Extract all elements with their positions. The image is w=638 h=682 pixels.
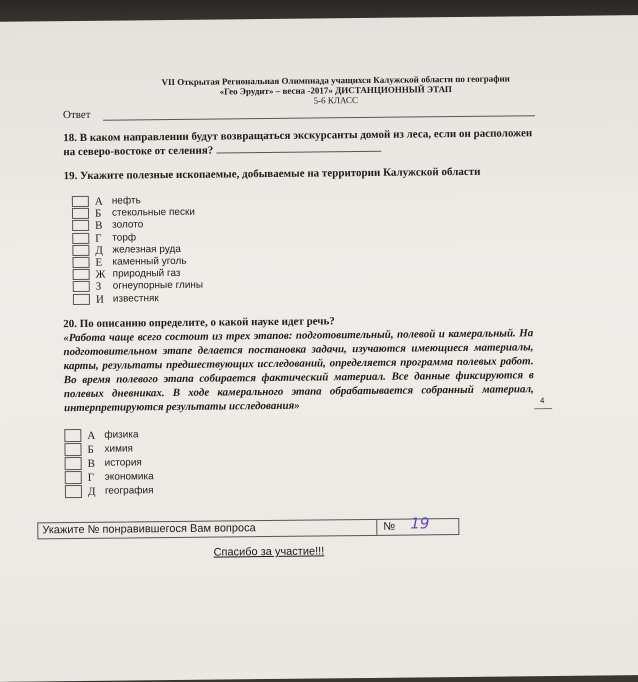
option-text: природный газ: [112, 268, 181, 280]
option-letter: Б: [94, 207, 102, 220]
option-letter: В: [95, 220, 103, 233]
checkbox[interactable]: [73, 269, 90, 280]
question-18-text: 18. В каком направлении будут возвращаться экскурсанты домой из леса, если он расположен на северо-востоке от селения?: [63, 127, 533, 159]
checkbox[interactable]: [64, 443, 81, 456]
option-letter: Е: [95, 256, 103, 269]
checkbox[interactable]: [72, 232, 89, 243]
option-letter: Д: [87, 485, 96, 498]
checkbox[interactable]: [64, 429, 81, 442]
option-letter: Б: [87, 443, 94, 456]
page-number: 4: [539, 396, 545, 406]
page-number-line: [534, 408, 552, 409]
option-letter: Ж: [95, 268, 106, 281]
option-letter: З: [95, 281, 102, 294]
q20-option-d: [65, 483, 305, 500]
option-letter: И: [95, 293, 104, 306]
option-text: каменный уголь: [112, 255, 187, 268]
checkbox[interactable]: [72, 208, 89, 219]
option-letter: А: [94, 195, 103, 208]
option-text: торф: [112, 231, 137, 244]
option-text: золото: [112, 219, 144, 232]
q19-option-i: [73, 291, 313, 306]
header-line-1: VII Открытая Региональная Олимпиада учащихся Калужской области по географии: [161, 73, 510, 88]
checkbox[interactable]: [65, 457, 82, 470]
option-text: железная руда: [112, 243, 181, 256]
option-text: история: [104, 457, 142, 469]
worksheet-page: [0, 15, 638, 682]
checkbox[interactable]: [72, 257, 89, 268]
question-20-text: 20. По описанию определите, о какой науке идет речь?: [63, 315, 335, 331]
favorite-question-label: Укажите № понравившегося Вам вопроса: [42, 522, 256, 537]
checkbox[interactable]: [65, 485, 82, 498]
header-line-2: «Гео Эрудит» – весна -2017» ДИСТАНЦИОННЫЙ ЭТАП: [219, 84, 452, 97]
favorite-divider: [376, 520, 377, 535]
question-18: [63, 126, 543, 159]
option-text: география: [104, 485, 154, 497]
favorite-number-label: №: [383, 520, 396, 533]
checkbox[interactable]: [65, 471, 82, 484]
header-line-3: 5-6 КЛАСС: [313, 95, 359, 106]
checkbox[interactable]: [73, 293, 90, 304]
question-18-answer-blank[interactable]: [216, 142, 381, 154]
checkbox[interactable]: [72, 196, 89, 207]
checkbox[interactable]: [72, 245, 89, 256]
option-text: известняк: [112, 292, 159, 305]
option-text: нефть: [111, 195, 141, 207]
question-19-options: [72, 194, 313, 306]
option-text: физика: [104, 429, 139, 441]
question-20-options: [64, 427, 305, 500]
option-letter: В: [87, 457, 96, 470]
thanks-text: Спасибо за участие!!!: [213, 545, 325, 559]
favorite-number-handwritten[interactable]: 19: [410, 514, 430, 533]
option-text: экономика: [104, 471, 154, 483]
checkbox[interactable]: [73, 281, 90, 292]
checkbox[interactable]: [72, 220, 89, 231]
option-letter: Г: [87, 471, 95, 484]
answer-label: Ответ: [62, 108, 91, 122]
answer-field-line[interactable]: [103, 115, 535, 121]
option-letter: А: [87, 429, 96, 442]
option-text: стекольные пески: [111, 206, 195, 219]
option-text: огнеупорные глины: [112, 279, 204, 292]
option-letter: Д: [95, 244, 103, 257]
question-19-text: 19. Укажите полезные ископаемые, добываемые на территории Калужской области: [63, 165, 481, 183]
favorite-question-box: [37, 514, 459, 539]
question-20-passage: «Работа чаще всего состоит из трех этапов: подготовительный, полевой и камеральный. На подготовительном этапе делается постановка задачи, изучаются имеющиеся материалы, карты, результаты предшествующих исследований, определяется программа полевых работ. Во время полевого этапа собирается фактический материал. Все данные фиксируются в полевых дневниках. В ходе камерального этапа обрабатывается собранный материал, интерпретируются результаты исследования»: [63, 327, 534, 415]
option-letter: Г: [95, 232, 102, 245]
option-text: химия: [104, 443, 134, 455]
